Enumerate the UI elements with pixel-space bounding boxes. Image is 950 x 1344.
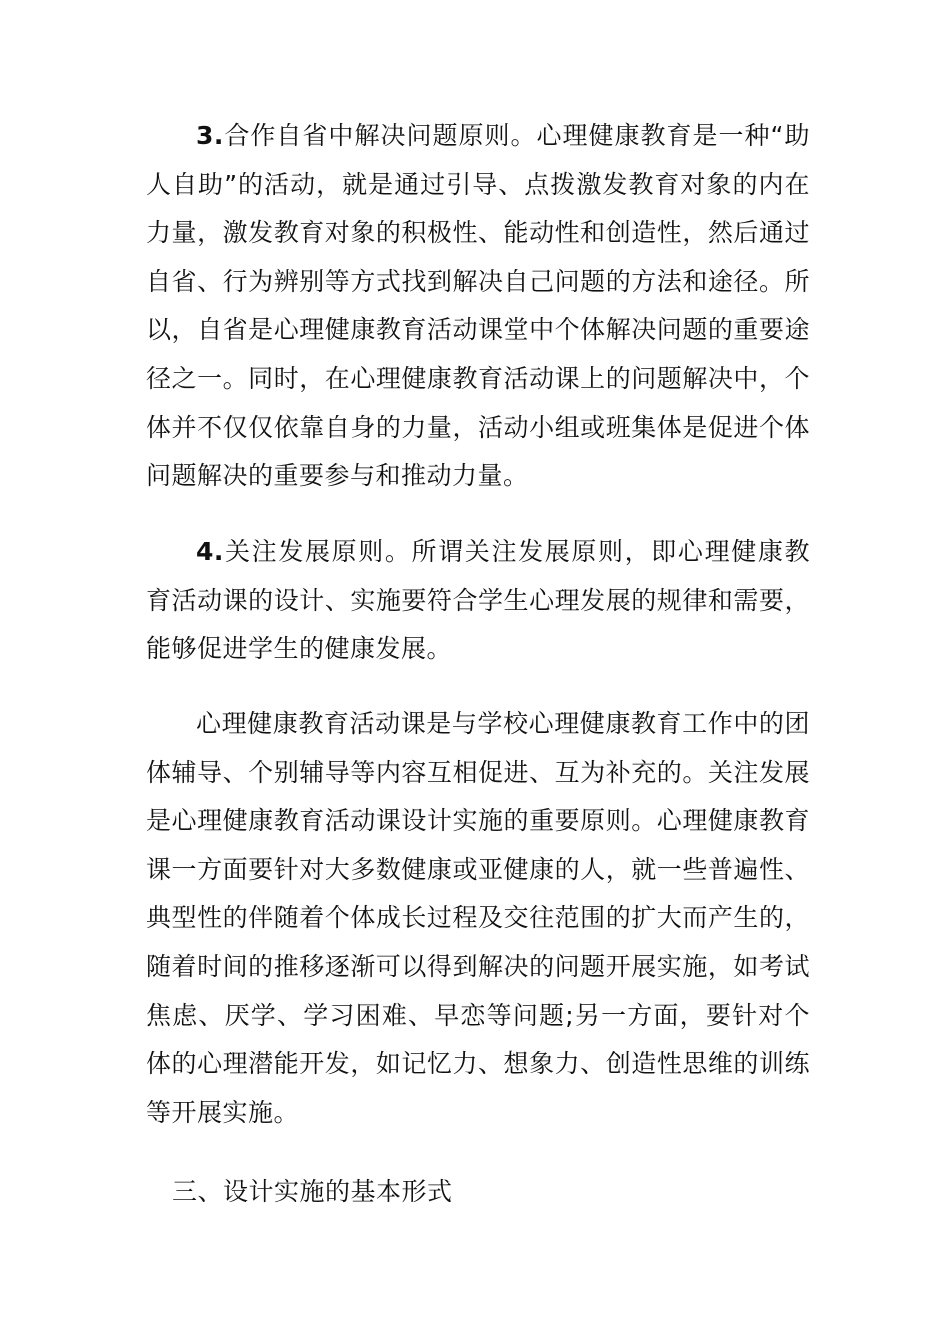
paragraph-principle-3 — [146, 112, 810, 501]
paragraph-text: 心理健康教育活动课是与学校心理健康教育工作中的团体辅导、个别辅导等内容互相促进、互为补充的。关注发展是心理健康教育活动课设计实施的重要原则。心理健康教育课一方面要针对大多数健康或亚健康的人，就一些普遍性、典型性的伴随着个体成长过程及交往范围的扩大而产生的，随着时间的推移逐渐可以得到解决的问题开展实施，如考试焦虑、厌学、学习困难、早恋等问题;另一方面，要针对个体的心理潜能开发，如记忆力、想象力、创造性思维的训练等开展实施。 — [146, 709, 810, 1127]
paragraph-text: 关注发展原则。所谓关注发展原则，即心理健康教育活动课的设计、实施要符合学生心理发展的规律和需要，能够促进学生的健康发展。 — [146, 537, 810, 664]
section-heading: 三、设计实施的基本形式 — [172, 1177, 453, 1206]
paragraph-principle-4 — [146, 528, 810, 674]
paragraph-development-explanation — [146, 700, 810, 1137]
paragraph-text: 合作自省中解决问题原则。心理健康教育是一种“助人自助”的活动，就是通过引导、点拨激发教育对象的内在力量，激发教育对象的积极性、能动性和创造性，然后通过自省、行为辨别等方式找到解决自己问题的方法和途径。所以，自省是心理健康教育活动课堂中个体解决问题的重要途径之一。同时，在心理健康教育活动课上的问题解决中，个体并不仅仅依靠自身的力量，活动小组或班集体是促进个体问题解决的重要参与和推动力量。 — [146, 121, 810, 491]
paragraph-number: 4. — [196, 537, 224, 566]
paragraph-number: 3. — [196, 121, 224, 150]
